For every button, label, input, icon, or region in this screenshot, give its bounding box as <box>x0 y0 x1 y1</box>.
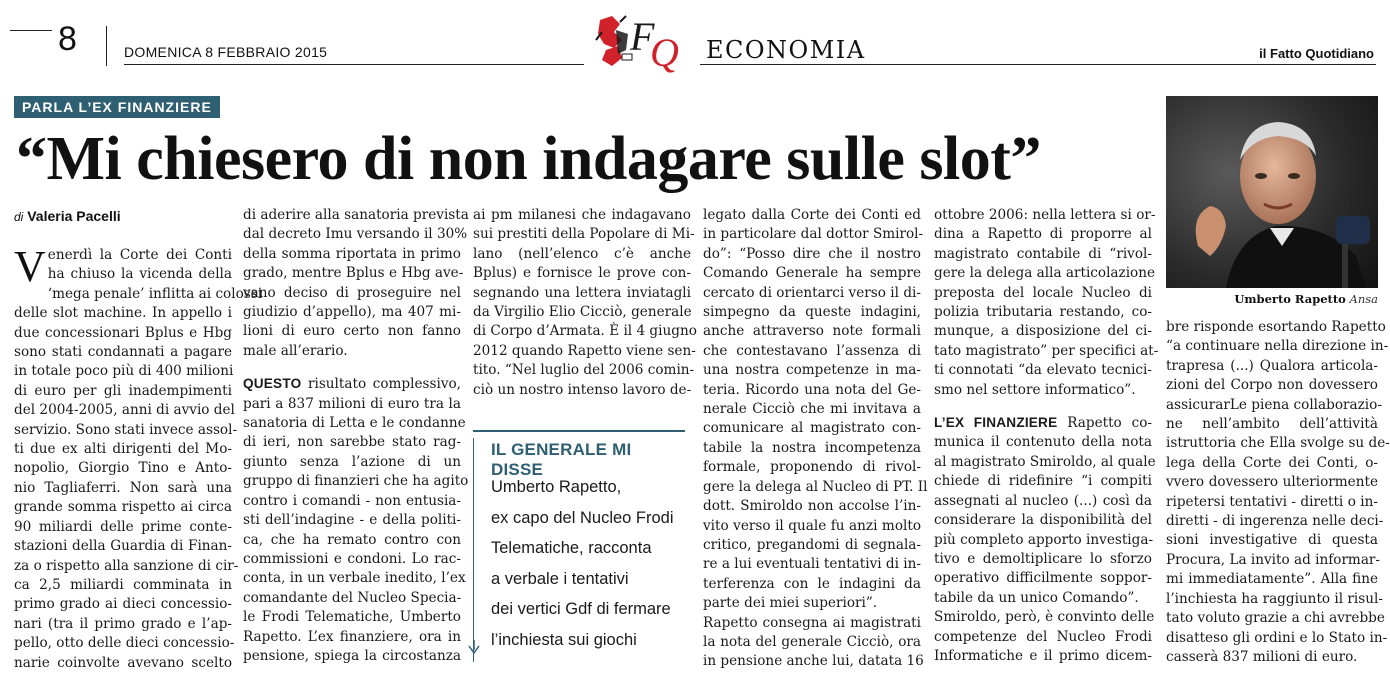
photo-caption <box>1166 292 1378 306</box>
text-line: una nostra competenze in ma- <box>703 362 921 379</box>
article-column-1 <box>14 242 263 673</box>
text-line: ca 2,5 miliardi comminata in <box>14 576 232 593</box>
header-rule-left <box>10 30 52 31</box>
date-rule <box>124 64 584 65</box>
text-line: giunto senza l’azione di un <box>243 453 461 470</box>
text-line: considerare la disponibilità del <box>934 512 1152 529</box>
sidebar-box <box>473 430 685 662</box>
sidebar-rule <box>473 430 685 432</box>
text-line: Rapetto consegna ai magistrati <box>703 614 921 631</box>
text-line: di aderire alla sanatoria prevista <box>243 207 469 223</box>
text-line: ca, che ha remato contro con <box>243 531 461 548</box>
text-line: gere la delega alla articolazione <box>934 265 1156 282</box>
text-line: pello, otto delle dieci concessio- <box>14 635 235 652</box>
text-line: ottobre 2006: nella lettera si or- <box>934 207 1156 223</box>
text-line: za o rispetto alla sanzione di cir- <box>14 557 239 574</box>
article-column-4 <box>703 206 928 672</box>
text-line-lead <box>934 413 1152 433</box>
logo-q: Q <box>650 30 679 75</box>
text-line: polizia tributaria restando, co- <box>934 304 1152 321</box>
text-line: conta, in un verbale inedito, l’ex <box>243 570 466 587</box>
text-line: cercato di orientarci verso il di- <box>703 284 921 301</box>
text-line: sui prestiti della Popolare di Mi- <box>473 226 695 243</box>
text-line: smo nel settore informatico”. <box>934 381 1136 398</box>
text-line: 90 miliardi delle prime conte- <box>14 518 232 535</box>
text-line: critico, pregandomi di segnala- <box>703 536 921 553</box>
issue-date: DOMENICA 8 FEBBRAIO 2015 <box>124 44 328 60</box>
text-line: bre risponde esortando Rapetto <box>1166 319 1386 335</box>
text-line: munque, a disposizione del ci- <box>934 323 1152 340</box>
text-line: in pensione anche lui, datata 16 <box>703 653 924 670</box>
portrait-photo <box>1166 96 1378 288</box>
text-line: formale, proponendo di rivol- <box>703 459 921 476</box>
text-line: pensione, spiega la circostanza <box>243 647 461 664</box>
text-line: “a continuare nella direzione in- <box>1166 338 1389 355</box>
sidebar-text <box>491 472 685 655</box>
headline: “Mi chiesero di non indagare sulle slot” <box>16 125 1041 193</box>
text-line: tito. “Nel luglio del 2006 comin- <box>473 362 695 379</box>
text-line: Rapetto. L’ex finanziere, ora in <box>243 628 461 645</box>
text-line: do”: “Posso dire che il nostro <box>703 245 921 262</box>
text-line: da Virgilio Elio Cicciò, generale <box>473 304 692 321</box>
text-line: Informatiche e il primo dicem- <box>934 647 1152 664</box>
text-line: vvero dovessero ulteriormente <box>1166 474 1378 491</box>
text-line: assicurarLe piena collaborazio- <box>1166 396 1382 413</box>
text-line: risultato complessivo, <box>307 376 461 393</box>
text-line: magistrato contabile di “rivol- <box>934 245 1152 262</box>
text-line: sanatoria di Letta e le condanne <box>243 415 466 432</box>
fq-logo <box>592 10 684 75</box>
text-line: in particolare dal dottor Smirol- <box>703 226 924 243</box>
text-line: dal decreto Imu versando il 30% <box>243 226 468 243</box>
text-line: comunicare al magistrato con- <box>703 420 921 437</box>
text-line: legato dalla Corte dei Conti ed <box>703 207 921 223</box>
text-line: Bplus) e fornisce le prove con- <box>473 265 691 282</box>
text-line: ciò un nostro intenso lavoro de- <box>473 381 692 398</box>
text-line: vano deciso di proseguire nel <box>243 284 461 301</box>
text-line: trapresa (...) Qualora articola- <box>1166 357 1378 374</box>
page-number: 8 <box>58 20 77 58</box>
sidebar-line: ex capo del Nucleo Frodi <box>491 508 674 527</box>
text-line: al magistrato Smiroldo, al quale <box>934 453 1156 470</box>
text-line: nerale Cicciò che mi invitava a <box>703 401 921 418</box>
text-line: casserà 837 milioni di euro. <box>1166 648 1358 665</box>
text-line: lano (nell’elenco c’è anche <box>473 245 691 262</box>
text-line: di euro per gli inadempimenti <box>14 382 232 399</box>
text-line: due concessionari Bplus e Hbg <box>14 324 232 341</box>
text-line: pari a 837 milioni di euro tra la <box>243 395 461 412</box>
text-line: diretti - di ingerenza nelle deci- <box>1166 513 1384 530</box>
paragraph-gap <box>243 361 461 374</box>
text-line: zioni del Corpo non dovessero <box>1166 377 1378 394</box>
text-line: più completo apporto investiga- <box>934 531 1154 548</box>
text-line: sono stati condannati a pagare <box>14 344 232 361</box>
section-name: ECONOMIA <box>706 36 866 64</box>
text-line: della somma riportata in primo <box>243 245 461 262</box>
text-line: istruttoria che Ella svolge su de- <box>1166 435 1390 452</box>
text-line: sti dell’indagine - e della politi- <box>243 512 461 529</box>
text-line: ripetersi tentativi - diretti o in- <box>1166 493 1378 510</box>
dropcap: V <box>14 242 46 291</box>
text-line: sioni investigative di questa <box>1166 532 1378 549</box>
text-line: tabile la nostra incompetenza <box>703 439 921 456</box>
paragraph-gap <box>934 400 1152 413</box>
text-line: giudizio d’appello), ma 407 mi- <box>243 304 461 321</box>
text-line: vito verso il quale fu anzi molto <box>703 517 921 534</box>
text-line: munica il contenuto della nota <box>934 434 1152 451</box>
text-line: Smiroldo, però, è convinto delle <box>934 609 1155 626</box>
text-line: terferenza con le indagini da <box>703 575 921 592</box>
text-line: servizio. Sono stati invece assol- <box>14 421 238 438</box>
article-column-5 <box>934 206 1159 666</box>
text-line: nopolio, Giorgio Tino e Anto- <box>14 460 232 477</box>
text-line: ti due ex alti dirigenti del Mo- <box>14 441 232 458</box>
sidebar-line: l’inchiesta sui giochi <box>491 630 637 649</box>
text-line: enerdì la Corte dei Conti <box>47 247 232 263</box>
text-line: stazioni della Guardia di Finan- <box>14 538 232 555</box>
text-line: che contestavano l’assenza di <box>703 342 921 359</box>
text-line: grande somma rispetto ai circa <box>14 499 232 516</box>
text-line: preposta del locale Nucleo di <box>934 284 1152 301</box>
text-line: in totale poco più di 400 milioni <box>14 363 234 380</box>
text-line: di Corpo d’Armata. È il 4 giugno <box>473 323 697 340</box>
text-line: Procura, La invito ad informar- <box>1166 551 1381 568</box>
text-line: operativo difficilmente soppor- <box>934 570 1152 587</box>
text-line: Comando Generale ha sempre <box>703 265 921 282</box>
text-line: del 2004-2005, anni di avvio del <box>14 402 235 419</box>
text-line: disatteso gli ordini e lo Stato in- <box>1166 629 1388 646</box>
text-line: competenze del Nucleo Frodi <box>934 628 1152 645</box>
text-line: ‘mega penale’ inflitta ai colossi <box>47 285 263 302</box>
header-divider <box>106 26 107 66</box>
text-line: commissioni e condoni. Lo rac- <box>243 550 461 567</box>
lead-in-questo: QUESTO <box>243 376 302 392</box>
byline-author: Valeria Pacelli <box>27 208 121 224</box>
kicker: PARLA L’EX FINANZIERE <box>14 96 220 118</box>
text-line: di ieri, non sarebbe stato rag- <box>243 434 461 451</box>
text-line: dott. Smiroldo non accolse l’in- <box>703 498 921 515</box>
lead-in-ex-finanziere: L’EX FINANZIERE <box>934 415 1058 431</box>
arrow-down-icon <box>468 640 480 654</box>
text-line: ne nell’ambito dell’attività <box>1166 416 1378 433</box>
sidebar-line: dei vertici Gdf di fermare <box>491 600 671 618</box>
text-line: comandante del Nucleo Specia- <box>243 589 462 606</box>
text-line: lega della Corte dei Conti, o- <box>1166 454 1378 471</box>
text-line: lioni di euro certo non fanno <box>243 323 461 340</box>
byline <box>14 208 121 224</box>
text-line: simpegno da queste indagini, <box>703 304 921 321</box>
logo-f: F <box>630 14 655 59</box>
text-line: male all’erario. <box>243 342 348 359</box>
text-line: grado, mentre Bplus e Hbg ave- <box>243 265 464 282</box>
text-line: tivo e demoltiplicare lo sforzo <box>934 550 1152 567</box>
article-column-6 <box>1166 318 1390 667</box>
text-line: teria. Ricordo una nota del Ge- <box>703 381 921 398</box>
sidebar-title: IL GENERALE MI DISSE <box>491 440 632 479</box>
sidebar-line: Umberto Rapetto, <box>491 478 622 496</box>
masthead: il Fatto Quotidiano <box>1259 46 1374 61</box>
text-line: anche attraverso note formali <box>703 323 921 340</box>
sidebar-vertical-line <box>473 438 474 662</box>
text-line: nari (tra il primo grado e l’ap- <box>14 615 232 632</box>
text-line-lead <box>243 374 461 394</box>
text-line: assegnati al nucleo (...) così da <box>934 492 1152 509</box>
text-line: contro i comandi - non entusia- <box>243 492 461 509</box>
text-line: narie coinvolte avevano scelto <box>14 654 232 671</box>
text-line: segnando una lettera inviatagli <box>473 284 691 301</box>
text-line: gruppo di finanzieri che ha agito <box>243 473 469 490</box>
text-line: ha chiuso la vicenda della <box>47 266 232 283</box>
text-line: gere la delega al Nucleo di PT. Il <box>703 478 928 495</box>
article-column-2 <box>243 206 469 666</box>
text-line: ai pm milanesi che indagavano <box>473 207 691 223</box>
text-line: la nota del generale Cicciò, ora <box>703 633 921 650</box>
text-line: delle slot machine. In appello i <box>14 305 232 322</box>
section-rule <box>700 64 1376 65</box>
text-line: le Frodi Telematiche, Umberto <box>243 609 461 626</box>
text-line: tato voluto grazie a chi avrebbe <box>1166 610 1385 627</box>
text-line: primo grado ai dieci concessio- <box>14 596 232 613</box>
sidebar-line: Telematiche, racconta <box>491 539 652 557</box>
byline-prefix: di <box>14 210 24 224</box>
text-line: tabile da un unico Comando”. <box>934 589 1139 606</box>
text-line: dina a Rapetto di proporre al <box>934 226 1152 243</box>
caption-name: Umberto Rapetto <box>1234 292 1346 306</box>
text-line: mi immediatamente”. Alla fine <box>1166 571 1378 588</box>
sidebar-line: a verbale i tentativi <box>491 569 629 588</box>
text-line: ti connotati “da elevato tecnici- <box>934 362 1152 379</box>
text-line: re a lui eventuali tentativi di in- <box>703 556 921 573</box>
text-line: chiede di ridefinire “i compiti <box>934 473 1152 490</box>
text-line: nio Tagliaferri. Non sarà una <box>14 479 232 496</box>
caption-credit: Ansa <box>1349 292 1378 306</box>
text-line: Rapetto co- <box>1067 415 1152 432</box>
logo-figure-icon <box>596 16 632 66</box>
text-line: 2012 quando Rapetto viene sen- <box>473 342 696 359</box>
text-line: l’inchiesta ha raggiunto il risul- <box>1166 590 1383 607</box>
article-column-3 <box>473 206 697 400</box>
text-line: tato magistrato” per specifici at- <box>934 342 1159 359</box>
text-line: parte dei miei superiori”. <box>703 595 878 612</box>
